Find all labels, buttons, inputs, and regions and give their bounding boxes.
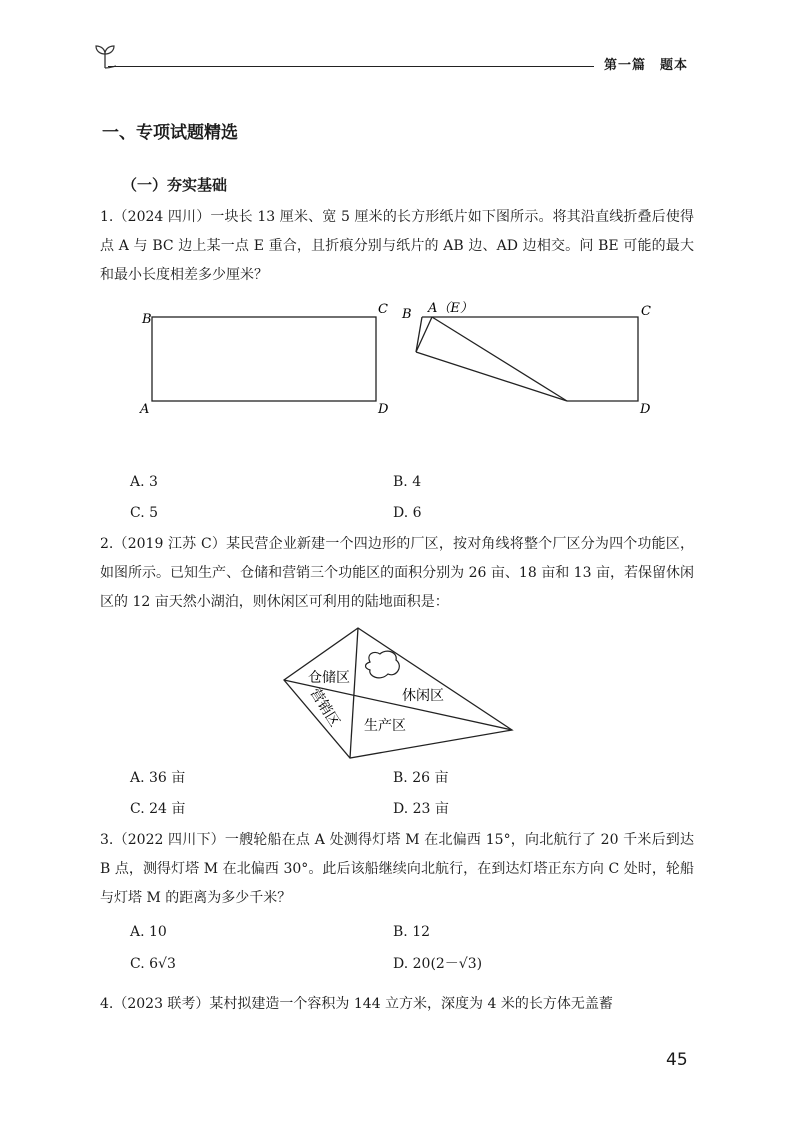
label-storage: 仓储区 xyxy=(308,670,350,686)
label-marketing: 营销区 xyxy=(306,685,343,730)
q1-option-b: B. 4 xyxy=(393,474,422,490)
q3-option-b: B. 12 xyxy=(393,924,431,940)
question-4-text: 4.（2023 联考）某村拟建造一个容积为 144 立方米，深度为 4 米的长方体无盖蓄 xyxy=(100,996,613,1012)
page-number: 45 xyxy=(666,1050,688,1070)
label-leisure: 休闲区 xyxy=(402,688,444,704)
q3-option-c: C. 6√3 xyxy=(130,956,176,972)
q2-option-c: C. 24 亩 xyxy=(130,801,186,817)
fold-edge-lower xyxy=(416,352,567,401)
label-b-right: B xyxy=(402,307,412,322)
lake-shape xyxy=(366,651,400,678)
q1-option-c: C. 5 xyxy=(130,505,159,521)
label-a-left: A xyxy=(140,402,150,417)
diagonal-1 xyxy=(350,628,358,758)
subsection-title: （一）夯实基础 xyxy=(122,176,228,194)
label-production: 生产区 xyxy=(364,718,406,734)
label-d-left: D xyxy=(378,402,389,417)
q2-option-a: A. 36 亩 xyxy=(130,770,186,786)
question-1-text: 1.（2024 四川）一块长 13 厘米、宽 5 厘米的长方形纸片如下图所示。将其沿直线折叠后使得点 A 与 BC 边上某一点 E 重合，且折痕分别与纸片的 AB 边、AD 边相交。问 BE 可能的最大和最小长度相差多少厘米？ xyxy=(100,209,694,283)
q1-option-a: A. 3 xyxy=(130,474,158,490)
q3-option-a: A. 10 xyxy=(130,924,167,940)
q1-option-d: D. 6 xyxy=(393,505,422,521)
label-d-right: D xyxy=(640,402,651,417)
section-title: 一、专项试题精选 xyxy=(102,123,238,143)
header-rule xyxy=(108,66,594,67)
q3-option-d: D. 20(2－√3) xyxy=(393,956,483,972)
header-title: 第一篇 题本 xyxy=(604,58,689,73)
label-ae: A（E） xyxy=(428,301,473,316)
q2-option-b: B. 26 亩 xyxy=(393,770,449,786)
fold-crease xyxy=(432,317,567,401)
question-2-text: 2.（2019 江苏 C）某民营企业新建一个四边形的厂区，按对角线将整个厂区分为四个功能区，如图所示。已知生产、仓储和营销三个功能区的面积分别为 26 亩、18 亩和 13 亩，若保留休闲区的 12 亩天然小湖泊，则休闲区可利用的陆地面积是： xyxy=(100,536,694,610)
q2-option-d: D. 23 亩 xyxy=(393,801,449,817)
label-c-right: C xyxy=(641,304,651,319)
question-1-figure xyxy=(130,300,670,420)
rectangle-abcd xyxy=(152,317,376,401)
label-c-left: C xyxy=(378,302,388,317)
question-2-figure xyxy=(280,622,520,762)
question-3-text: 3.（2022 四川下）一艘轮船在点 A 处测得灯塔 M 在北偏西 15°，向北航行了 20 千米后到达 B 点，测得灯塔 M 在北偏西 30°。此后该船继续向北航行，在到达灯塔正东方向 C 处时，轮船与灯塔 M 的距离为多少千米？ xyxy=(100,832,694,906)
label-b-left: B xyxy=(142,312,152,327)
